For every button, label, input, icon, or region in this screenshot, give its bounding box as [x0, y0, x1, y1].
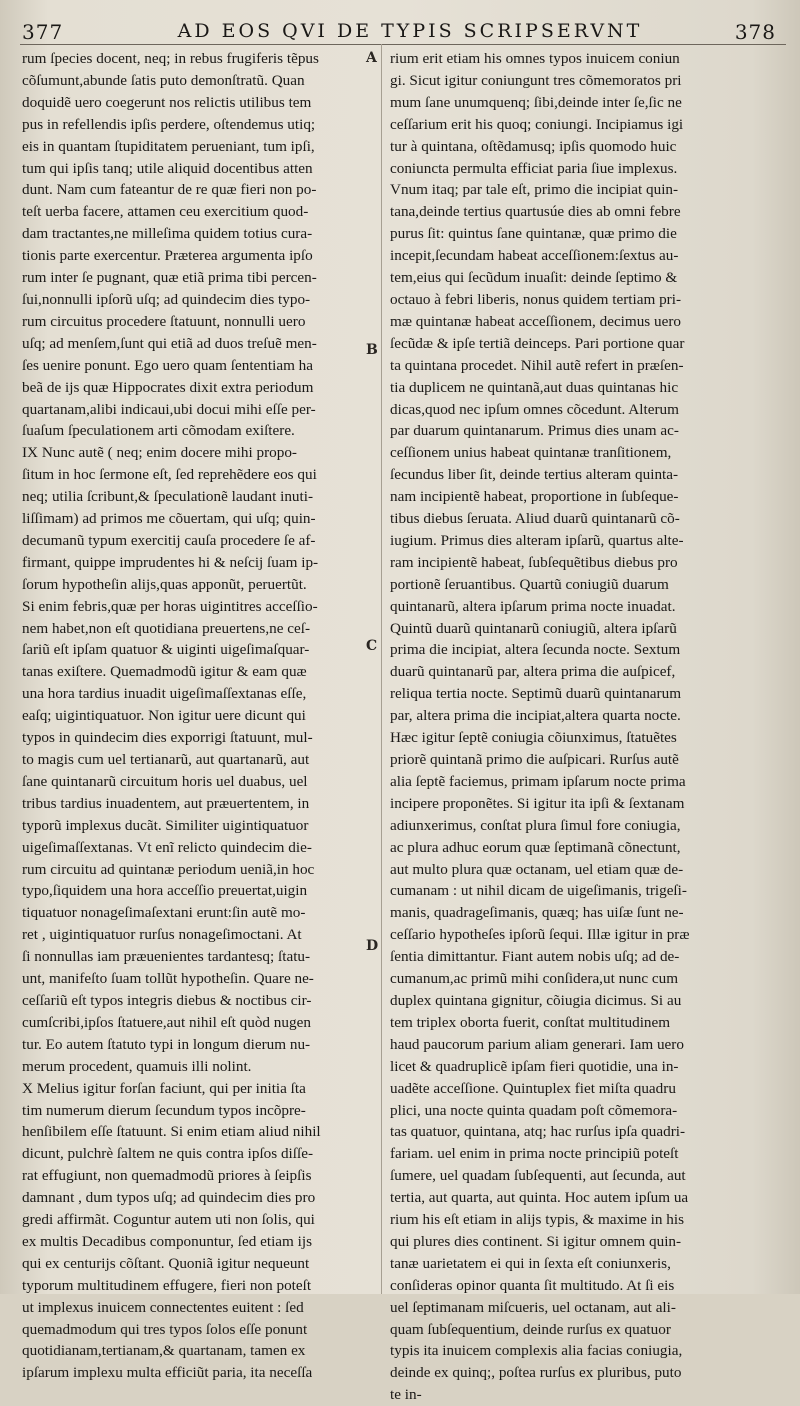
text-line: coniuncta permulta efficiat paria ſiue implexus. [390, 159, 678, 177]
text-line: manis, quadrageſimanis, quæq; has uiſæ ſunt ne- [390, 904, 684, 922]
running-head: AD EOS QVI DE TYPIS SCRIPSERVNT [177, 20, 643, 42]
text-line: qui ex centurijs cõſtant. Quoniã igitur nequeunt [22, 1254, 310, 1272]
text-line: tim numerum dierum ſecundum typos incõpre- [22, 1101, 306, 1119]
text-line: te in- [390, 1386, 422, 1404]
text-line: cumanum,ac primũ mihi conſidera,ut nunc cum [390, 970, 679, 988]
text-line: tanas exiſtere. Quemadmodũ igitur & eam quæ [22, 663, 307, 681]
text-line: priorẽ quintanã primo die auſpicari. Rurſus autẽ [390, 751, 679, 768]
page-header [0, 14, 800, 46]
text-line: rum inter ſe pugnant, quæ etiã prima tibi percen- [22, 269, 317, 287]
text-line: ſecundus liber ſit, deinde tertius alteram quinta- [390, 466, 679, 484]
text-line: ceſſarium erit his quoq; coniungi. Incipiamus igi [390, 115, 684, 133]
text-line: aut multo plura quæ octanam, uel etiam quæ de- [390, 860, 684, 878]
text-line: mum ſane unumquenq; ſibi,deinde inter ſe,ſic ne [390, 93, 682, 111]
text-line: quintanarũ, altera ipſarum prima nocte inuadat. [390, 597, 676, 615]
text-line: typorũ implexus ducãt. Similiter uigintiquatuor [22, 816, 309, 834]
text-line: ſitum in hoc ſermone eſt, ſed reprehẽdere eos qui [22, 466, 317, 484]
text-line: duarũ quintanarũ par, altera prima die auſpicef, [390, 663, 676, 681]
text-line: rium erit etiam his omnes typos inuicem coniun [390, 50, 680, 67]
text-line: duplex quintana gignitur, cõiugia dicimus. Si au [390, 991, 682, 1009]
margin-mark-a: A [366, 50, 377, 66]
margin-mark-d: D [366, 938, 379, 954]
text-line: ſuaſum ſpeculationem arti cõmodam exiſtere. [22, 422, 295, 440]
text-line: Quintũ duarũ quintanarũ coniugiũ, altera ipſarũ [390, 619, 677, 637]
header-rule [20, 44, 786, 45]
text-line: ſariũ eſt ipſam quatuor & uiginti uigeſimaſquar- [22, 641, 310, 659]
text-line: tertia, aut quarta, aut quinta. Hoc autem ipſum ua [390, 1189, 689, 1207]
text-line: adiunxerimus, conſtat plura ſimul fore coniugia, [390, 816, 681, 834]
text-line: uadẽte acceſſione. Quintuplex fiet miſta quadru [390, 1079, 676, 1097]
text-line: fariam. uel enim in prima nocte principiũ poteſt [390, 1145, 679, 1163]
text-line: Vnum itaq; par tale eſt, primo die incipiat quin- [390, 181, 679, 199]
text-line: iugium. Primus dies alteram ipſarũ, quartus alte- [390, 531, 684, 549]
text-line: tem triplex oborta fuerit, conſtat multitudinem [390, 1013, 671, 1031]
text-line: Si enim febris,quæ per horas uigintitres acceſſio- [22, 597, 318, 615]
text-line: incipere proponẽtes. Si igitur ita ipſi & ſextanam [390, 794, 685, 812]
text-line: rum circuitus procedere ſtatuunt, nonnulli uero [22, 312, 306, 330]
text-line: tia duplicem ne quintanã,aut duas quintanas hic [390, 378, 679, 396]
text-line: tibus diebus ſeruata. Aliud duarũ quintanarũ cõ- [390, 510, 680, 528]
text-line: tanæ uarietatem ei qui in ſexta eſt coniunxeris, [390, 1254, 671, 1272]
page-number-left: 377 [22, 20, 64, 44]
text-line: ſui,nonnulli ipſorũ uſq; ad quindecim dies typo- [22, 290, 311, 308]
text-line: licet & quadruplicẽ ipſam fieri quotidie, una in- [390, 1057, 679, 1075]
text-line: conſideras opinor quanta ſit multitudo. At ſi eis [390, 1276, 675, 1294]
text-line: cumanam : ut nihil dicam de uigeſimanis, trigeſi- [390, 882, 687, 900]
text-line: qui plures dies continent. Si igitur omnem quin- [390, 1232, 682, 1250]
text-line: merum procedent, quamuis illi nolint. [22, 1057, 252, 1075]
text-line: tas quatuor, quintana, atq; hac rurſus ipſa quadri- [390, 1123, 686, 1141]
text-line: ſes uenire ponunt. Ego uero quam ſententiam ha [22, 356, 314, 374]
text-line: plici, una nocte quinta quadam poſt cõmemora- [390, 1101, 678, 1119]
text-line: typorum multitudinem effugere, fieri non poteſt [22, 1276, 312, 1294]
text-line: dicas,quod nec ipſum omnes cõcedunt. Alterum [390, 400, 679, 418]
text-line: tionis parte exercentur. Præterea argumenta ipſo [22, 247, 313, 265]
text-line: tem,eius qui ſecũdum inuaſit: deinde ſeptimo & [390, 269, 678, 287]
text-line: ipſarum implexu multa efficiũt paria, ita neceſſa [22, 1364, 313, 1382]
text-line: ex multis Decadibus componuntur, ſed etiam ijs [22, 1232, 313, 1250]
text-line: rium his eſt etiam in alijs typis, & maxime in his [390, 1211, 685, 1229]
text-line: neq; utilia ſcribunt,& ſpeculationẽ laudant inuti- [22, 488, 314, 506]
text-line: rat effugiunt, non quemadmodũ priores à ſeipſis [22, 1167, 312, 1185]
text-line: tur à quintana, oſtẽdamusq; ipſis quomodo huic [390, 137, 677, 155]
text-line: beã de ijs quæ Hippocrates dixit extra periodum [22, 378, 314, 396]
text-line: liſſimam) ad primos me cõuertam, qui uſq; quin- [22, 510, 316, 528]
text-line: teſt uerba facere, attamen ceu exercitium quod- [22, 203, 309, 221]
text-line: ſecũdæ & ipſe tertiã deinceps. Pari portione quar [390, 334, 685, 352]
text-line: gredi affirmãt. Coguntur autem uti non ſolis, qui [22, 1211, 315, 1229]
text-line: doquidẽ uero coegerunt nos relictis utilibus tem [22, 93, 312, 111]
text-line: rum ſpecies docent, neq; in rebus frugiferis tẽpus [22, 50, 319, 67]
right-text-column [390, 48, 772, 1406]
text-line: henſibilem eſſe ſtatuunt. Si enim etiam aliud nihil [22, 1123, 321, 1141]
text-line: typos in quindecim dies exporrigi ſtatuunt, mul- [22, 729, 313, 747]
text-line: reliqua tertia nocte. Septimũ duarũ quintanarum [390, 685, 682, 703]
text-line: uigeſimaſſextanas. Vt enĩ relicto quindecim die- [22, 838, 312, 856]
text-line: ceſſariũ eſt typos integris diebus & noctibus cir- [22, 991, 312, 1009]
text-line: ſane quintanarũ circuitum horis uel duabus, uel [22, 772, 308, 790]
text-line: mæ quintanæ habeat acceſſionem, decimus uero [390, 312, 682, 330]
text-line: firmant, quippe imprudentes hi & neſcij ſuam ip- [22, 553, 319, 571]
text-line: IX Nunc autẽ ( neq; enim docere mihi propo- [22, 444, 297, 462]
text-line: ret , uigintiquatuor rurſus nonageſimoctani. At [22, 926, 302, 944]
text-line: quartanam,alibi indicaui,ubi docui mihi eſſe per- [22, 400, 316, 418]
text-line: prima die incipiat, altera ſecunda nocte. Sextum [390, 641, 681, 659]
text-line: par duarum quintanarum. Primus dies unam ac- [390, 422, 679, 440]
text-line: haud paucorum parium aliam generari. Iam uero [390, 1035, 684, 1053]
text-line: ſi nonnullas iam præuenientes tardantesq; ſtatu- [22, 948, 311, 966]
text-line: quam ſubſequentium, deinde rurſus ex quatuor [390, 1320, 671, 1338]
text-line: tana,deinde tertius quartusúe dies ab omni febre [390, 203, 681, 221]
text-line: ram incipientẽ habeat, ſubſequẽtibus diebus pro [390, 553, 678, 571]
text-line: rum circuitu ad quintanæ periodum ueniã,in hoc [22, 860, 315, 878]
text-line: damnant , dum typos uſq; ad quindecim dies pro [22, 1189, 316, 1207]
text-line: ceſſionem unius habeat quintanæ tranſitionem, [390, 444, 672, 462]
text-line: portionẽ ſeruantibus. Quartũ coniugiũ duarum [390, 575, 669, 593]
text-line: quemadmodum qui tres typos ſolos eſſe ponunt [22, 1320, 308, 1338]
text-line: to magis cum uel tertianarũ, aut quartanarũ, aut [22, 751, 310, 768]
text-line: ta quintana procedet. Nihil autẽ refert in præſen- [390, 356, 684, 374]
text-line: X Melius igitur forſan faciunt, qui per initia ſta [22, 1079, 306, 1097]
text-line: Hæc igitur ſeptẽ coniugia cõiunximus, ſtatuẽtes [390, 729, 677, 747]
left-text-column [22, 48, 370, 1384]
column-divider [381, 44, 382, 1294]
text-line: pus in refellendis ipſis perdere, oſtendemus utiq; [22, 115, 316, 133]
text-line: par, altera prima die incipiat,altera quarta nocte. [390, 707, 681, 725]
text-line: tiquatuor nonageſimaſextani erunt:ſin autẽ mo- [22, 904, 306, 922]
text-line: typis ita inuicem complexis alia facias coniugia, [390, 1342, 683, 1360]
text-line: cõſumunt,abunde ſatis puto demonſtratũ. Quan [22, 71, 305, 89]
text-line: gi. Sicut igitur coniungunt tres cõmemoratos pri [390, 71, 682, 89]
text-line: octauo à febri liberis, nonus quidem tertiam pri- [390, 290, 682, 308]
text-line: nem habet,non eſt quotidiana preuertens,ne ceſ- [22, 619, 311, 637]
text-line: ſentia dimittantur. Fiant autem nobis uſq; ad de- [390, 948, 680, 966]
text-line: dicunt, pulchrè ſaltem ne quis contra ipſos diſſe- [22, 1145, 314, 1163]
text-line: eis in quantam ſtupiditatem perueniant, tum ipſi, [22, 137, 315, 155]
text-line: tur. Eo autem ſtatuto typi in longum dierum nu- [22, 1035, 311, 1053]
text-line: ſorum hypotheſin alijs,quas apponũt, peruertũt. [22, 575, 307, 593]
page-number-right: 378 [734, 20, 776, 44]
margin-mark-b: B [366, 342, 378, 358]
text-line: dam tractantes,ne milleſima quidem totius cura- [22, 225, 313, 243]
text-line: decumanũ typum exercitij cauſa procedere ſe af- [22, 531, 316, 549]
text-line: typo,ſiquidem una hora acceſſio preuertat,uigin [22, 882, 308, 900]
text-line: eaſq; uigintiquatuor. Non igitur uere dicunt qui [22, 707, 306, 725]
text-line: ut implexus inuicem connectentes euitent : ſed [22, 1298, 304, 1316]
text-line: alia ſeptẽ faciemus, primam ipſarum nocte prima [390, 772, 686, 790]
text-line: uel ſeptimanam miſcueris, uel octanam, aut ali- [390, 1298, 676, 1316]
text-line: unt, manifeſto ſuam tollũt hypotheſin. Quare ne- [22, 970, 314, 988]
text-line: uſq; ad menſem,ſunt qui etiã ad duos treſuẽ men- [22, 334, 317, 352]
text-line: dunt. Nam cum fateantur de re quæ fieri non po- [22, 181, 317, 199]
text-line: quotidianam,tertianam,& quartanam, tamen ex [22, 1342, 306, 1360]
text-line: purus ſit: quintus ſane quintanæ, quæ primo die [390, 225, 677, 243]
margin-mark-c: C [366, 638, 378, 654]
text-line: ceſſario hypotheſes ipſorũ ſequi. Illæ igitur in præ [390, 926, 690, 944]
text-line: ac plura adhuc eorum quæ ſeptimanã cõnectunt, [390, 838, 681, 856]
text-line: tribus tardius inuadentem, aut præuertentem, in [22, 794, 310, 812]
text-line: tum qui ipſis tanq; utile aliquid docentibus atten [22, 159, 313, 177]
text-line: nam incipientẽ habeat, proportione in ſubſeque- [390, 488, 679, 506]
text-line: deinde ex quinq;, poſtea rurſus ex pluribus, puto [390, 1364, 682, 1382]
text-line: incepit,ſecundam habeat acceſſionem:ſextus au- [390, 247, 679, 265]
text-line: una hora tardius inuadit uigeſimaſſextanas eſſe, [22, 685, 307, 703]
text-line: ſumere, uel quadam ſubſequenti, aut ſecunda, aut [390, 1167, 686, 1185]
text-line: cumſcribi,ipſos ſtatuere,aut nihil eſt quòd nugen [22, 1013, 311, 1031]
